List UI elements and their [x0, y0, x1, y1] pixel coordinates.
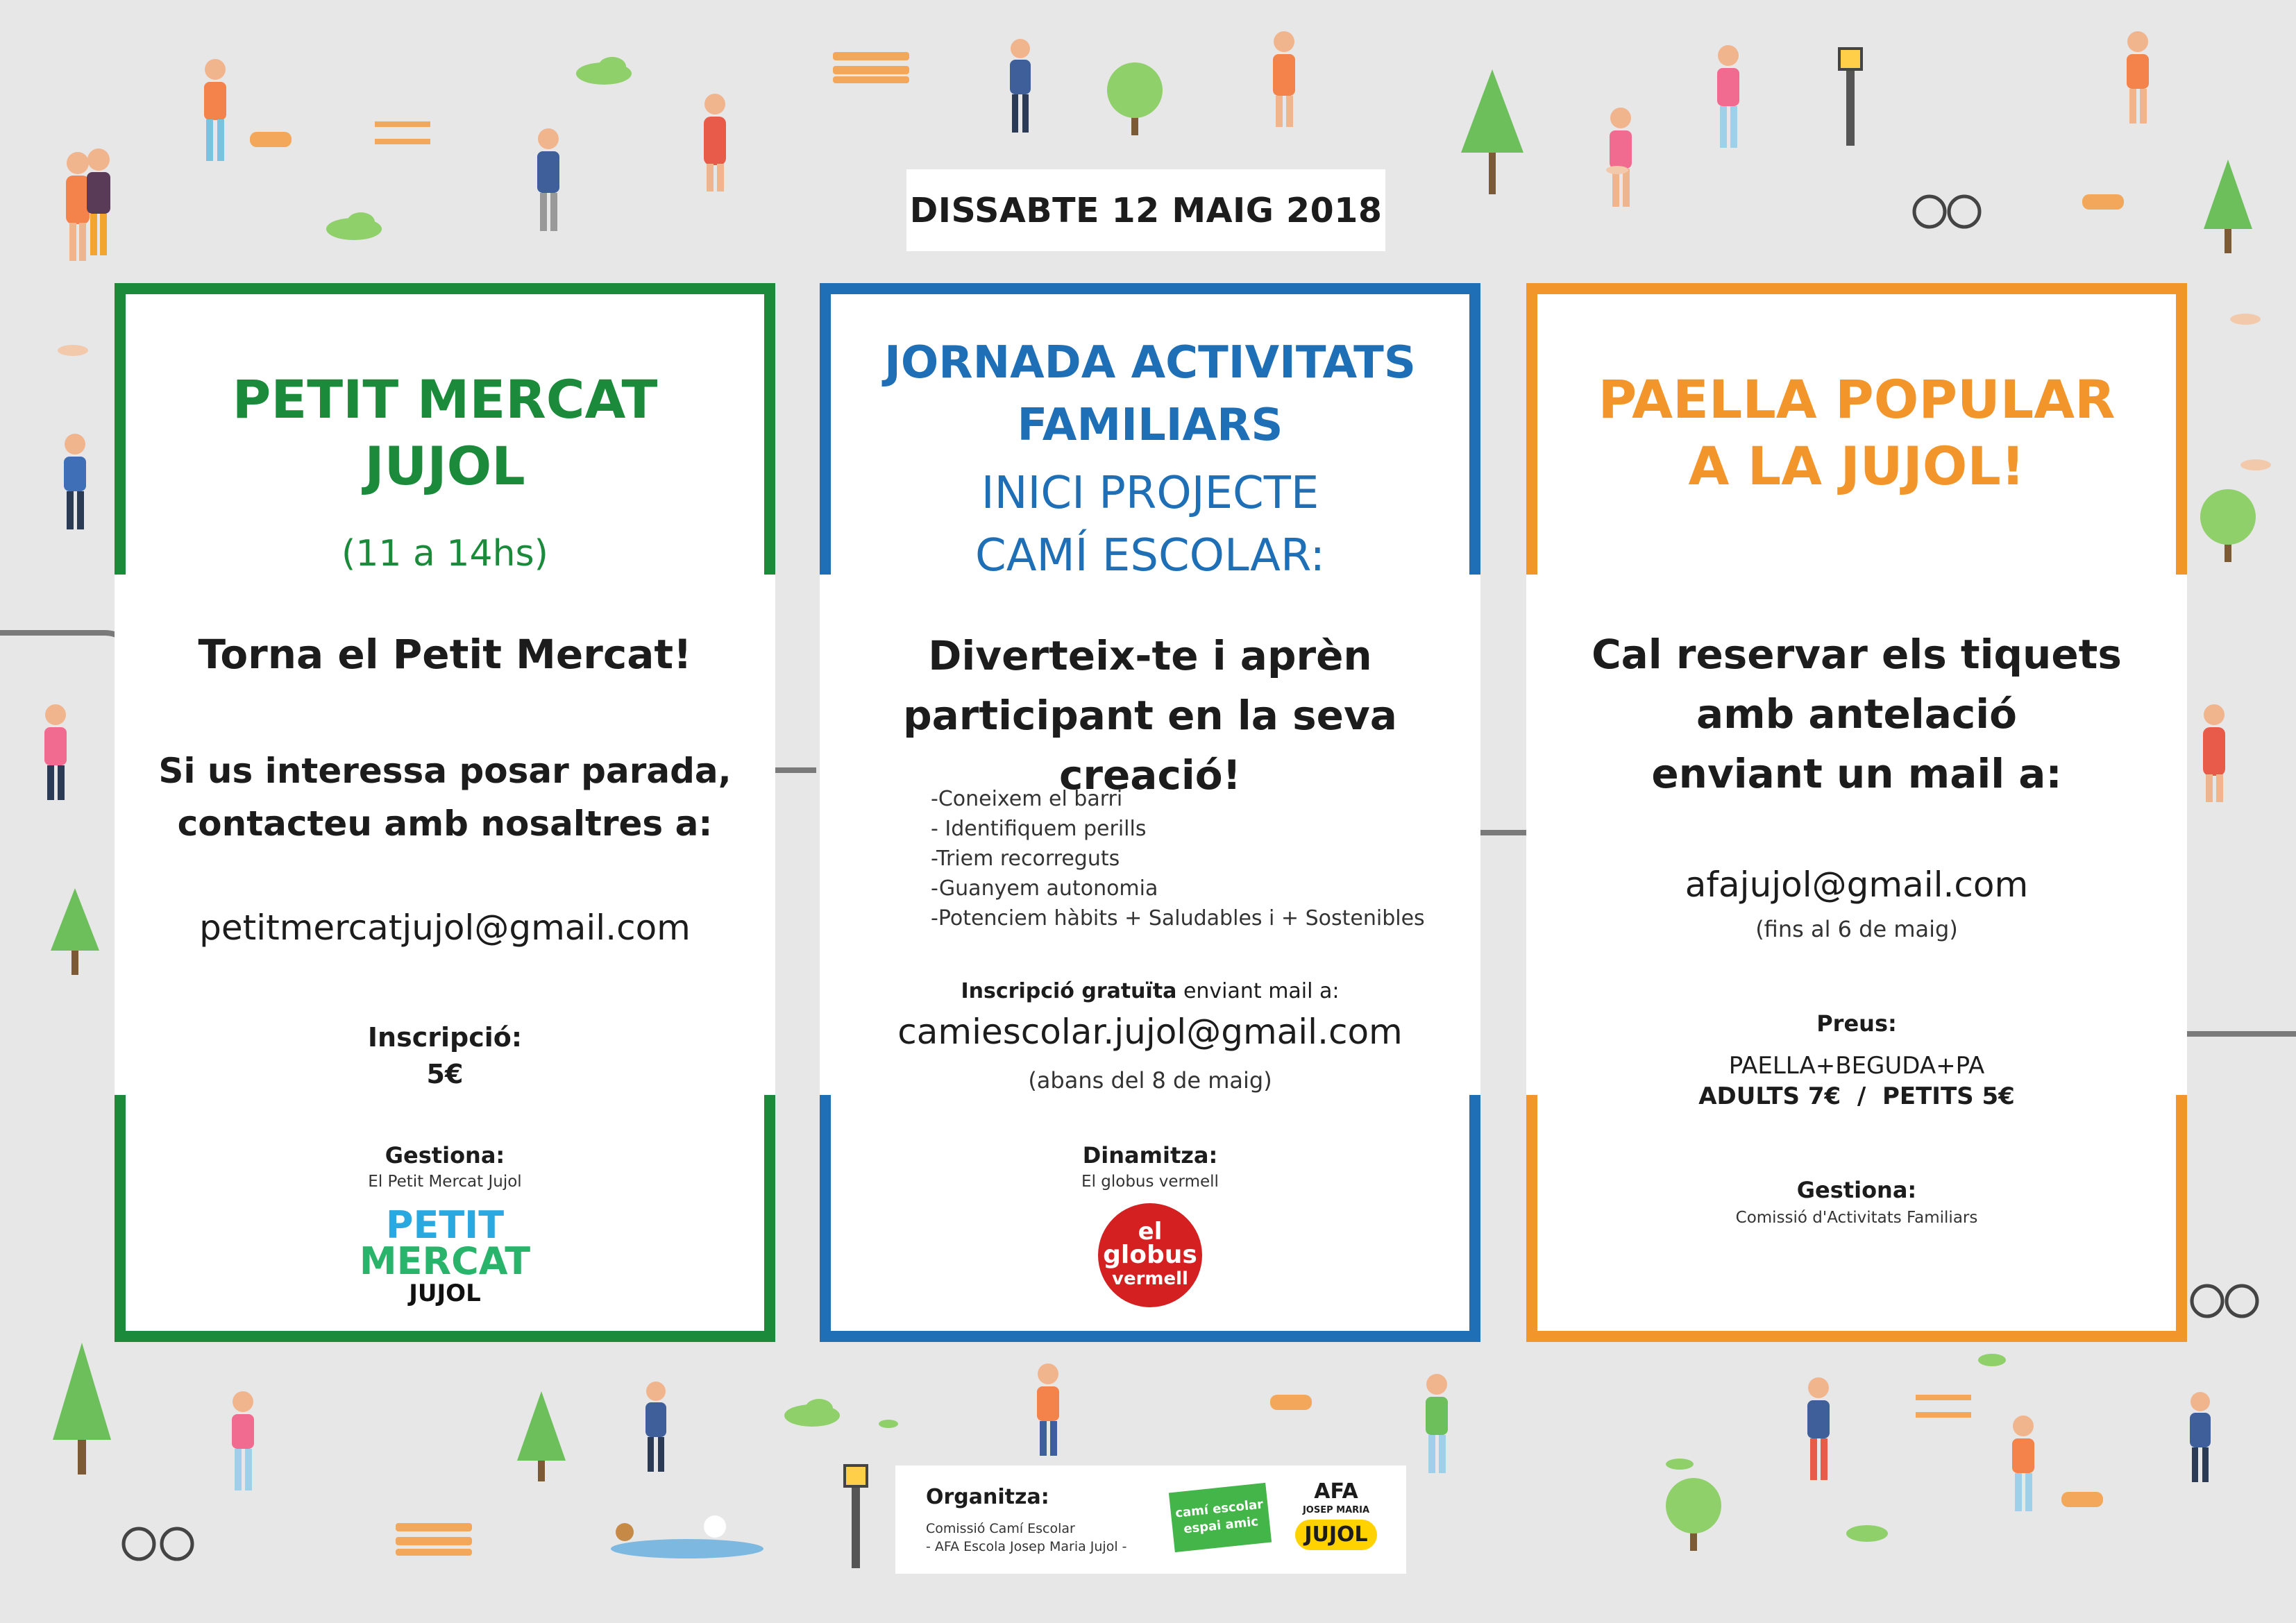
list-item: -Guanyem autonomia [931, 876, 1158, 901]
panel-cami-escolar [820, 283, 1480, 1342]
cami-escolar-logo [1169, 1483, 1272, 1552]
manage-label: Gestiona: [385, 1142, 505, 1169]
market-email-link[interactable]: petitmercatjujol@gmail.com [199, 908, 691, 948]
logo-line3: JUJOL [409, 1280, 481, 1307]
panel-sub-line1: Si us interessa posar parada, [158, 751, 732, 791]
panel-lead-line2: amb antelació [1696, 690, 2017, 738]
booking-deadline: (fins al 6 de maig) [1755, 916, 1958, 942]
prices-label: Preus: [1816, 1010, 1897, 1037]
panel-lead-line2: participant en la seva creació! [903, 692, 1397, 799]
panel-title-line2: A LA JUJOL! [1688, 435, 2025, 497]
logo-line1: AFA [1314, 1479, 1358, 1504]
activity-list [931, 784, 1430, 933]
panel-sub-line2: contacteu amb nosaltres a: [177, 804, 713, 844]
logo-line2: MERCAT [359, 1239, 531, 1283]
manage-value: El Petit Mercat Jujol [368, 1173, 522, 1191]
panel-subtitle-line1: INICI PROJECTE [981, 468, 1319, 519]
host-label: Dinamitza: [1082, 1142, 1218, 1169]
signup-deadline: (abans del 8 de maig) [1028, 1067, 1272, 1094]
pond [611, 1515, 763, 1558]
market-hours: (11 a 14hs) [341, 533, 548, 575]
organizer-line1: Comissió Camí Escolar [926, 1521, 1075, 1536]
logo-line1: el [1138, 1218, 1163, 1246]
panel-title-line1: PETIT MERCAT [232, 368, 658, 430]
petit-mercat-logo [115, 1203, 775, 1307]
fee-value: 5€ [426, 1059, 464, 1089]
panel-lead: Torna el Petit Mercat! [198, 631, 692, 678]
logo-line2: espai amic [1183, 1514, 1260, 1537]
signup-rest: enviant mail a: [1176, 979, 1340, 1003]
organizer-line2: - AFA Escola Josep Maria Jujol - [926, 1539, 1127, 1554]
panel-petit-mercat [115, 283, 775, 1342]
panel-subtitle-line2: CAMÍ ESCOLAR: [975, 530, 1325, 581]
paella-email-link[interactable]: afajujol@gmail.com [1685, 865, 2029, 905]
logo-line1: PETIT [385, 1203, 505, 1247]
panel-title-line1: JORNADA ACTIVITATS [884, 337, 1416, 389]
logo-line2: globus [1103, 1241, 1197, 1269]
list-item: - Identifiquem perills [931, 817, 1147, 841]
manage-label: Gestiona: [1796, 1177, 1917, 1203]
list-item: -Potenciem hàbits + Saludables i + Sostenibles [931, 906, 1425, 931]
cami-email-link[interactable]: camiescolar.jujol@gmail.com [897, 1012, 1403, 1052]
logo-line3: JUJOL [1295, 1520, 1377, 1550]
panel-lead-line1: Diverteix-te i aprèn [928, 632, 1372, 679]
panel-paella [1526, 283, 2187, 1342]
panel-title-line2: JUJOL [364, 435, 525, 497]
globus-vermell-logo [1098, 1203, 1202, 1307]
list-item: -Coneixem el barri [931, 787, 1123, 811]
panel-title-line2: FAMILIARS [1017, 400, 1283, 451]
organizer-label: Organitza: [926, 1485, 1049, 1509]
panel-title-line1: PAELLA POPULAR [1598, 368, 2116, 430]
list-item: -Triem recorreguts [931, 847, 1120, 871]
host-value: El globus vermell [1081, 1173, 1219, 1191]
logo-line2: JOSEP MARIA [1302, 1505, 1370, 1515]
event-date: DISSABTE 12 MAIG 2018 [906, 169, 1385, 251]
fee-label: Inscripció: [367, 1022, 523, 1053]
signup-bold: Inscripció gratuïta [961, 979, 1177, 1003]
manage-value: Comissió d'Activitats Familiars [1735, 1209, 1978, 1227]
organizer-box [895, 1465, 1406, 1574]
logo-line1: camí escolar [1174, 1497, 1265, 1521]
signup-line [820, 979, 1480, 1003]
logo-line3: vermell [1112, 1268, 1188, 1289]
afa-jujol-logo [1291, 1479, 1381, 1563]
prices-values: ADULTS 7€ / PETITS 5€ [1698, 1082, 2015, 1110]
panel-lead-line1: Cal reservar els tiquets [1592, 631, 2122, 678]
panel-lead-line3: enviant un mail a: [1651, 750, 2062, 797]
prices-menu: PAELLA+BEGUDA+PA [1728, 1052, 1985, 1080]
